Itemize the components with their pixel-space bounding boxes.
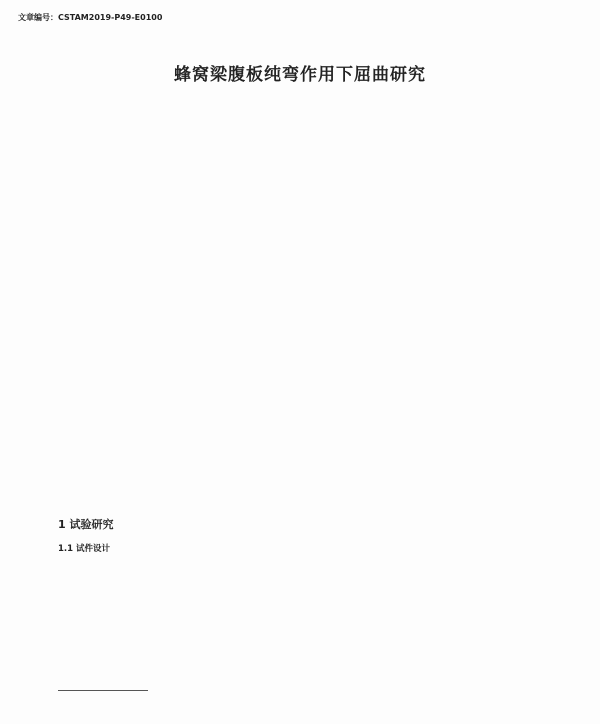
footnote-funding <box>58 694 552 704</box>
intro-paragraph <box>58 284 552 510</box>
authors <box>0 105 600 119</box>
affiliation <box>0 127 600 137</box>
keywords <box>58 262 540 274</box>
footnote-rule <box>58 690 148 691</box>
footnote-author-bio <box>58 706 552 716</box>
paragraph-2 <box>58 558 552 616</box>
paper-title: 蜂窝梁腹板纯弯作用下屈曲研究 <box>174 65 426 85</box>
article-id: 文章编号：CSTAM2019-P49-E0100 <box>18 13 163 22</box>
abstract <box>58 152 540 254</box>
subsection-heading: 1.1 试件设计 <box>58 544 111 554</box>
section-heading: 1 试验研究 <box>58 518 114 531</box>
paragraph-3 <box>58 620 552 662</box>
